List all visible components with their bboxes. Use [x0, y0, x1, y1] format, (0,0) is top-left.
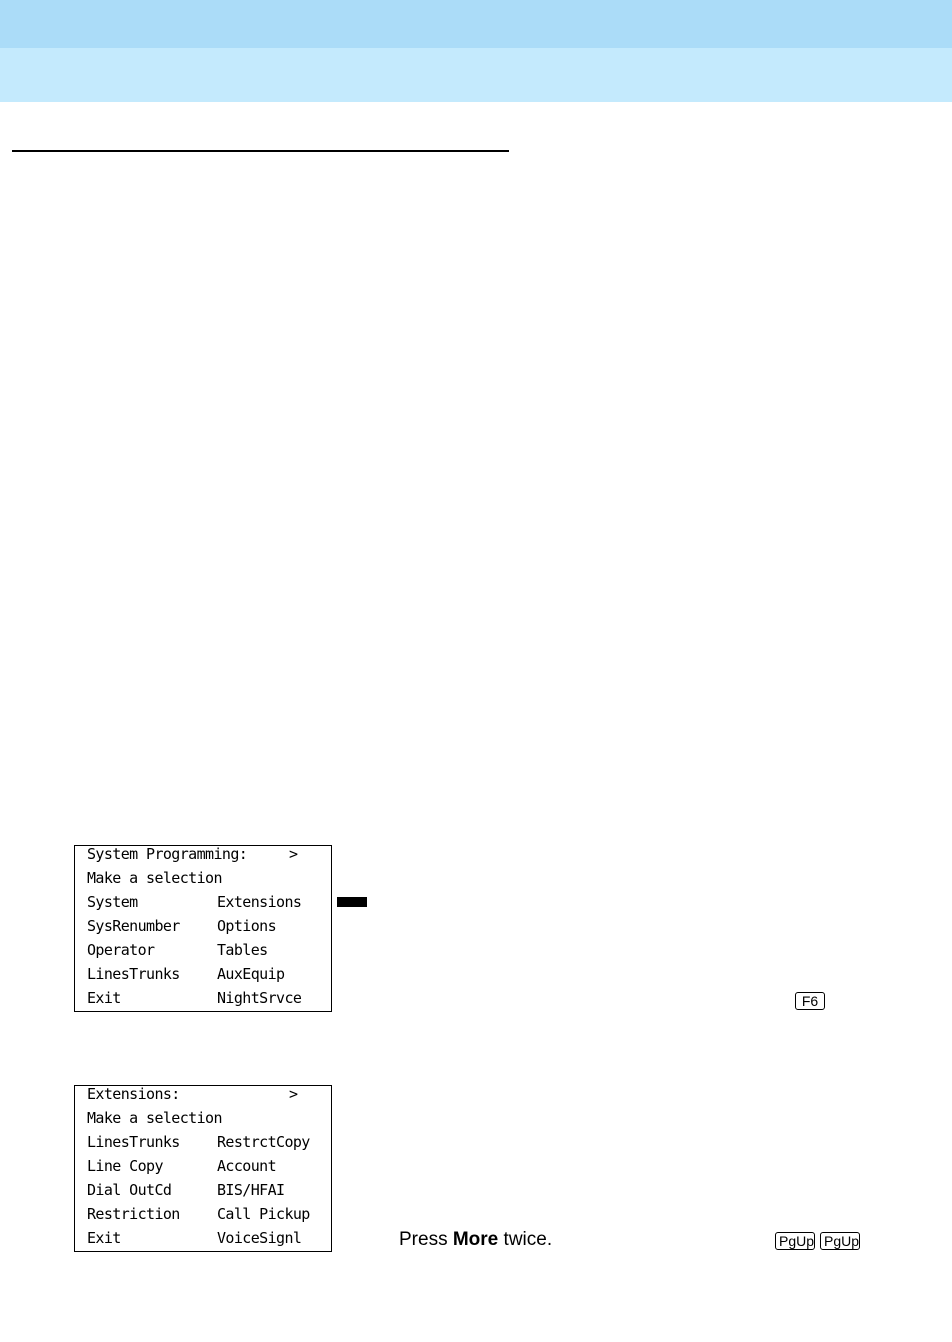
- menu-option-linestrunks[interactable]: LinesTrunks: [87, 965, 180, 983]
- more-indicator: >: [289, 1085, 298, 1103]
- menu-option-line-copy[interactable]: Line Copy: [87, 1157, 163, 1175]
- header-band-top: [0, 0, 952, 48]
- menu-option-dial-outcd[interactable]: Dial OutCd: [87, 1181, 172, 1199]
- menu-option-tables[interactable]: Tables: [217, 941, 268, 959]
- menu-option-call-pickup[interactable]: Call Pickup: [217, 1205, 310, 1223]
- menu-option-account[interactable]: Account: [217, 1157, 277, 1175]
- menu-option-sysrenumber[interactable]: SysRenumber: [87, 917, 180, 935]
- menu-option-extensions[interactable]: Extensions: [217, 893, 302, 911]
- menu-option-operator[interactable]: Operator: [87, 941, 155, 959]
- instruction-suffix: twice.: [498, 1229, 553, 1250]
- menu-option-restriction[interactable]: Restriction: [87, 1205, 180, 1223]
- menu-option-exit[interactable]: Exit: [87, 989, 121, 1007]
- screen-prompt: Make a selection: [87, 869, 222, 887]
- menu-option-system[interactable]: System: [87, 893, 138, 911]
- more-indicator: >: [289, 845, 298, 863]
- menu-option-exit[interactable]: Exit: [87, 1229, 121, 1247]
- section-rule: [12, 150, 509, 152]
- menu-option-bis-hfai[interactable]: BIS/HFAI: [217, 1181, 285, 1199]
- extensions-screen: [74, 1085, 332, 1252]
- pgup-key[interactable]: PgUp: [820, 1232, 860, 1250]
- selection-marker: [337, 897, 367, 907]
- screen-title: Extensions:: [87, 1085, 180, 1103]
- screen-title: System Programming:: [87, 845, 248, 863]
- menu-option-auxequip[interactable]: AuxEquip: [217, 965, 285, 983]
- menu-option-voicesignl[interactable]: VoiceSignl: [217, 1229, 302, 1247]
- menu-option-linestrunks[interactable]: LinesTrunks: [87, 1133, 180, 1151]
- instruction-bold: More: [452, 1229, 499, 1250]
- f6-key[interactable]: F6: [795, 992, 825, 1010]
- menu-option-options[interactable]: Options: [217, 917, 277, 935]
- screen-prompt: Make a selection: [87, 1109, 222, 1127]
- header-band-bottom: [0, 48, 952, 102]
- system-programming-screen: [74, 845, 332, 1012]
- instruction-prefix: Press: [399, 1229, 453, 1250]
- menu-option-restrctcopy[interactable]: RestrctCopy: [217, 1133, 310, 1151]
- menu-option-nightsrvce[interactable]: NightSrvce: [217, 989, 302, 1007]
- instruction-text: [399, 1228, 552, 1252]
- pgup-key[interactable]: PgUp: [775, 1232, 815, 1250]
